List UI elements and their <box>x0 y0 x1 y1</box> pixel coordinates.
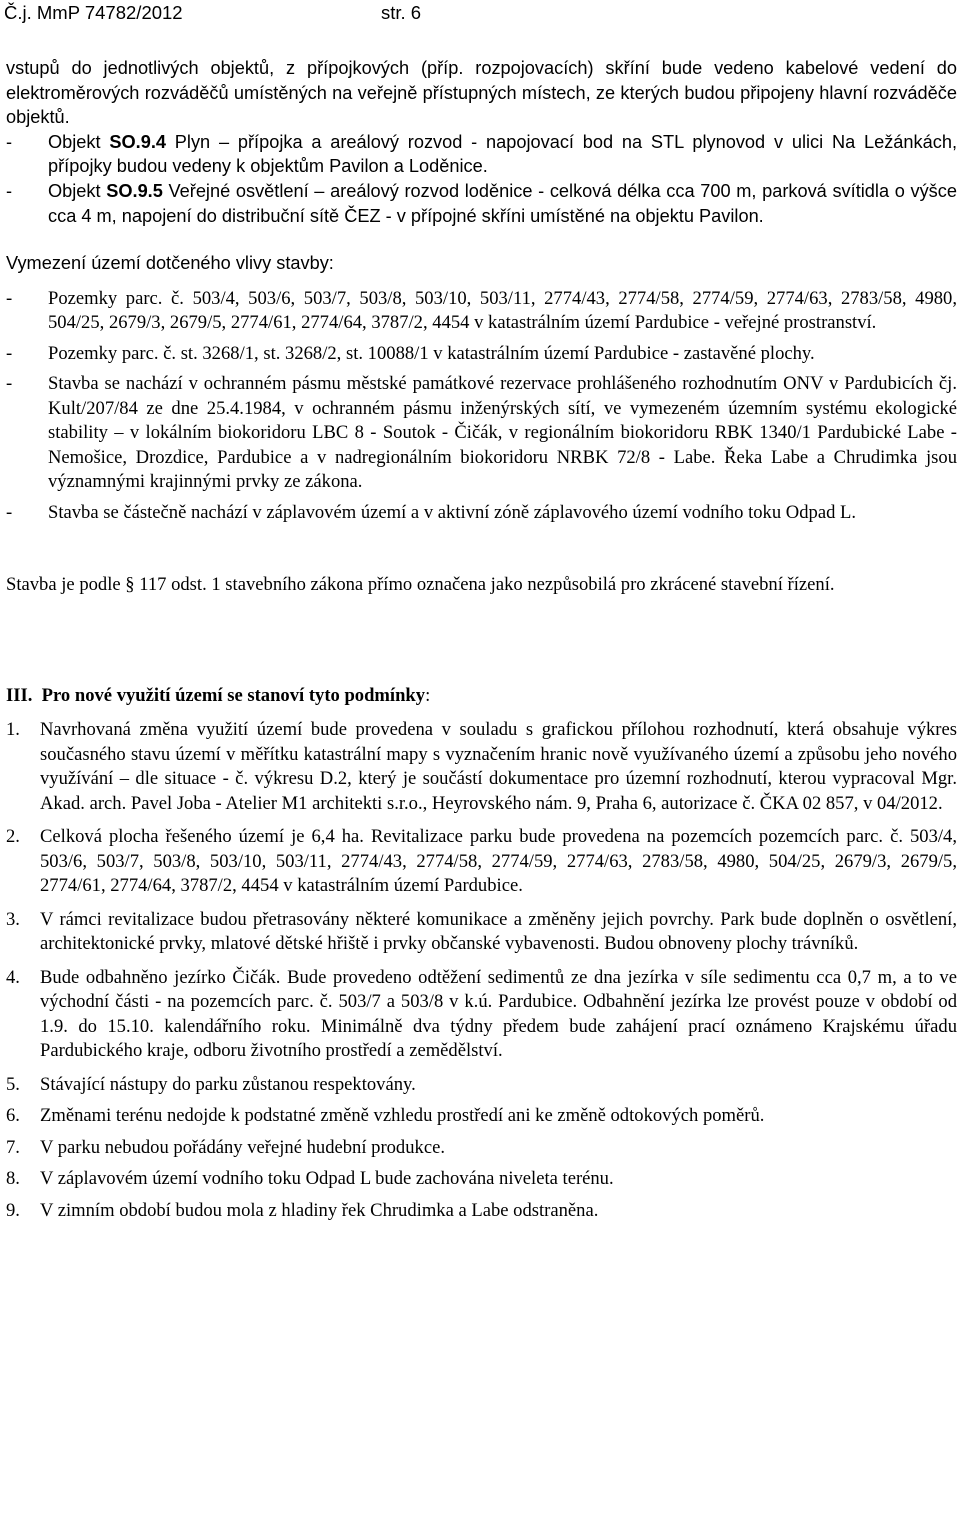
list-dash: - <box>6 501 13 523</box>
intro-paragraph: vstupů do jednotlivých objektů, z přípojkových (příp. rozpojovacích) skříní bude vedeno kabelové vedení do elektroměrových rozváděčů umístěných na veřejně přístupných místech, ze kterých budou připojeny hlavní rozváděče objektů. <box>6 58 957 128</box>
condition-item <box>6 1104 957 1129</box>
condition-item <box>6 718 957 816</box>
area-item-text: Pozemky parc. č. 503/4, 503/6, 503/7, 503/8, 503/10, 503/11, 2774/43, 2774/58, 2774/59, 2774/63, 2783/58, 4980, 504/25, 2679/3, 2679/5, 2774/61, 2774/64, 3787/2, 4454 v katastrálním území Pardubice - veřejné prostranství. <box>48 287 957 334</box>
area-item <box>6 342 957 367</box>
condition-item <box>6 825 957 899</box>
section-title: Pro nové využití území se stanoví tyto podmínky <box>41 684 426 706</box>
condition-number: 2. <box>6 826 20 848</box>
object-item <box>6 130 957 179</box>
area-section <box>6 287 957 526</box>
conditions-heading <box>6 684 957 709</box>
condition-number: 1. <box>6 719 20 741</box>
intro-section <box>6 56 957 276</box>
list-dash: - <box>6 287 13 309</box>
object-description <box>48 179 957 228</box>
document-reference: Č.j. MmP 74782/2012 <box>4 2 183 23</box>
conditions-list <box>6 718 957 1223</box>
condition-text: V záplavovém území vodního toku Odpad L bude zachována niveleta terénu. <box>40 1168 614 1190</box>
condition-text: Celková plocha řešeného území je 6,4 ha. Revitalizace parku bude provedena na pozemcích pozemcích parc. č. 503/4, 503/6, 503/7, 503/8, 503/10, 503/11, 2774/43, 2774/58, 2774/59, 2774/63, 2783/58, 4980, 504/25, 2679/3, 2679/5, 2774/61, 2774/64, 3787/2, 4454 v katastrálním území Pardubice. <box>40 826 957 897</box>
page-header <box>4 1 422 25</box>
object-prefix: Objekt <box>48 131 101 152</box>
area-item <box>6 372 957 495</box>
object-description <box>48 130 957 179</box>
area-item-text: Stavba se nachází v ochranném pásmu městské památkové rezervace prohlášeného rozhodnutím ONV v Pardubicích čj. Kult/207/84 ze dne 25.4.1984, v ochranném pásmu inženýrských sítí, ve vymezeném územním systému ekologické stability – v lokálním biokoridoru LBC 8 - Soutok - Čičák, v regionálním biokoridoru RBK 1340/1 Pardubické Labe - Nemošice, Drozdice, Pardubice a v nadregionálním biokoridoru NRBK 72/8 - Labe. Řeka Labe a Chrudimka jsou významnými krajinnými prvky ze zákona. <box>48 373 957 493</box>
object-code: SO.9.4 <box>109 131 166 152</box>
condition-item <box>6 1136 957 1161</box>
list-dash: - <box>6 131 13 152</box>
condition-text: Bude odbahněno jezírko Čičák. Bude provedeno odtěžení sedimentů ze dna jezírka v síle sedimentu cca 0,7 m, a to ve východní části - na pozemcích parc. č. 503/7 a 503/8 v k.ú. Pardubice. Odbahnění jezírka lze provést pouze v období od 1.9. do 15.10. kalendářního roku. Minimálně dva týdny předem bude zahájení prací oznámeno Krajskému úřadu Pardubického kraje, odboru životního prostředí a zemědělství. <box>40 966 957 1062</box>
area-item <box>6 501 957 526</box>
condition-number: 3. <box>6 908 20 930</box>
condition-text: Navrhovaná změna využití území bude provedena v souladu s grafickou přílohou rozhodnutí, která obsahuje výkres současného stavu území v měřítku katastrální mapy s vyznačením hranic nově využívaného území a způsobu jeho nového využívání – dle situace - č. výkresu D.2, který je součástí dokumentace pro územní rozhodnutí, kterou vypracoval Mgr. Akad. arch. Pavel Joba - Atelier M1 architekti s.r.o., Heyrovského nám. 9, Praha 6, autorizace č. ČKA 02 857, v 04/2012. <box>40 719 957 814</box>
condition-item <box>6 1167 957 1192</box>
condition-number: 7. <box>6 1136 20 1158</box>
condition-number: 4. <box>6 966 20 988</box>
condition-text: Změnami terénu nedojde k podstatné změně vzhledu prostředí ani ke změně odtokových poměrů. <box>40 1105 765 1127</box>
list-dash: - <box>6 180 13 201</box>
section-title-colon: : <box>425 684 431 706</box>
condition-item <box>6 1199 957 1224</box>
object-prefix: Objekt <box>48 180 101 201</box>
area-item-text: Stavba se částečně nachází v záplavovém území a v aktivní zóně záplavového území vodního toku Odpad L. <box>48 501 857 523</box>
object-item <box>6 179 957 228</box>
condition-item <box>6 966 957 1064</box>
condition-item <box>6 908 957 957</box>
object-code: SO.9.5 <box>106 180 163 201</box>
object-text: Veřejné osvětlení – areálový rozvod loděnice - celková délka cca 700 m, parková svítidla o výšce cca 4 m, napojení do distribuční sítě ČEZ - v přípojné skříni umístěné na objektu Pavilon. <box>48 180 957 226</box>
condition-number: 5. <box>6 1073 20 1095</box>
area-item <box>6 287 957 336</box>
list-dash: - <box>6 342 13 364</box>
area-heading: Vymezení území dotčeného vlivy stavby: <box>6 253 334 274</box>
condition-item <box>6 1073 957 1098</box>
condition-text: V rámci revitalizace budou přetrasovány některé komunikace a změněny jejich povrchy. Park bude doplněn o osvětlení, architektonické prvky, mlatové dětské hřiště i prvky občanské vybavenosti. Budou obnoveny plochy trávníků. <box>40 908 957 955</box>
document-body <box>6 56 957 1223</box>
condition-number: 6. <box>6 1105 20 1127</box>
condition-text: V parku nebudou pořádány veřejné hudební produkce. <box>40 1136 445 1158</box>
object-text: Plyn – přípojka a areálový rozvod - napojovací bod na STL plynovod v ulici Na Ležánkách, přípojky budou vedeny k objektům Pavilon a Loděnice. <box>48 131 958 177</box>
condition-text: Stávající nástupy do parku zůstanou respektovány. <box>40 1073 416 1095</box>
section-numeral: III. <box>6 684 33 706</box>
area-item-text: Pozemky parc. č. st. 3268/1, st. 3268/2, st. 10088/1 v katastrálním území Pardubice - zastavěné plochy. <box>48 342 815 364</box>
procedure-statement: Stavba je podle § 117 odst. 1 stavebního zákona přímo označena jako nezpůsobilá pro zkrácené stavební řízení. <box>6 574 835 596</box>
condition-text: V zimním období budou mola z hladiny řek Chrudimka a Labe odstraněna. <box>40 1199 599 1221</box>
page-number: str. 6 <box>381 2 422 23</box>
list-dash: - <box>6 373 13 395</box>
condition-number: 8. <box>6 1168 20 1190</box>
condition-number: 9. <box>6 1199 20 1221</box>
